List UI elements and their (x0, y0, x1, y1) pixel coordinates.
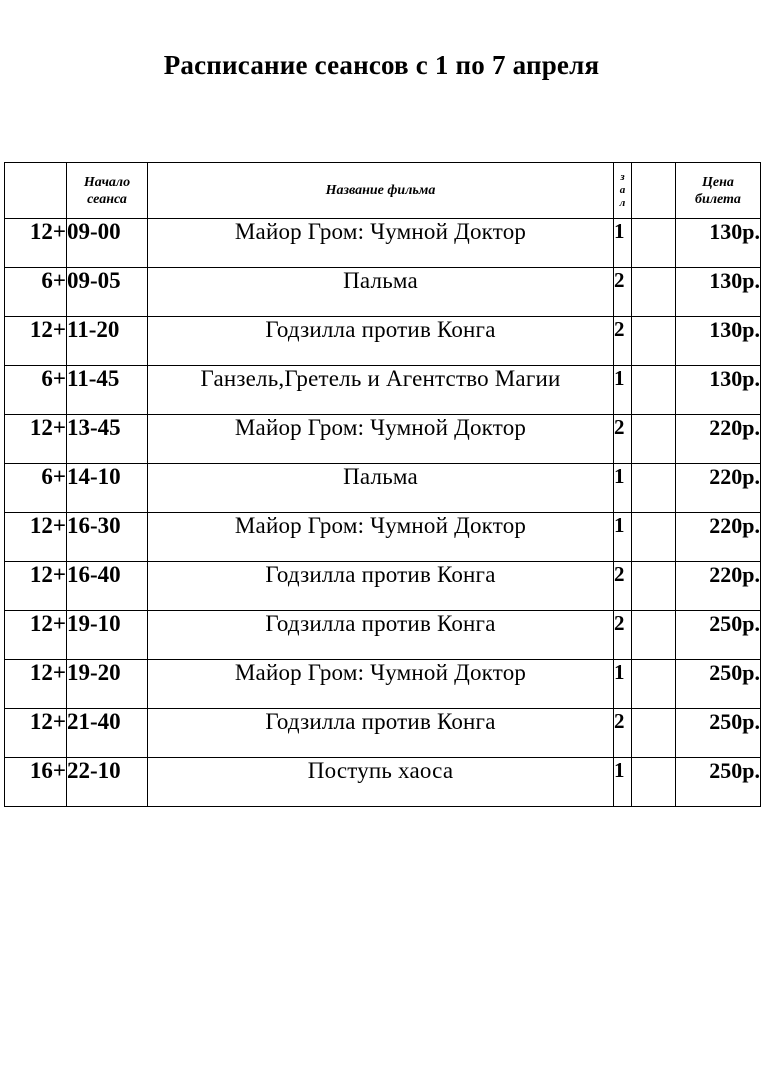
ticket-price-cell: 220р. (676, 562, 761, 611)
film-title-cell: Годзилла против Конга (148, 317, 614, 366)
ticket-price-cell: 130р. (676, 317, 761, 366)
start-time-cell: 09-00 (67, 219, 148, 268)
page-title: Расписание сеансов с 1 по 7 апреля (163, 50, 600, 80)
empty-cell (632, 611, 676, 660)
film-title-cell: Майор Гром: Чумной Доктор (148, 513, 614, 562)
hall-number-cell: 2 (614, 415, 632, 464)
empty-cell (632, 513, 676, 562)
empty-cell (632, 268, 676, 317)
age-rating-cell: 12+ (5, 660, 67, 709)
age-rating-cell: 12+ (5, 513, 67, 562)
hall-number-cell: 2 (614, 611, 632, 660)
table-row (5, 317, 761, 366)
empty-cell (632, 758, 676, 807)
hall-number-cell: 1 (614, 366, 632, 415)
ticket-price-cell: 130р. (676, 219, 761, 268)
table-row (5, 562, 761, 611)
film-title-cell: Майор Гром: Чумной Доктор (148, 415, 614, 464)
ticket-price-cell: 130р. (676, 268, 761, 317)
film-title-cell: Годзилла против Конга (148, 709, 614, 758)
ticket-price-cell: 220р. (676, 415, 761, 464)
hall-number-cell: 1 (614, 660, 632, 709)
table-row (5, 464, 761, 513)
film-title-cell: Годзилла против Конга (148, 562, 614, 611)
table-row (5, 366, 761, 415)
start-time-cell: 13-45 (67, 415, 148, 464)
empty-cell (632, 464, 676, 513)
empty-cell (632, 317, 676, 366)
age-rating-cell: 12+ (5, 709, 67, 758)
hall-number-cell: 2 (614, 562, 632, 611)
header-price-line2: билета (695, 191, 741, 207)
table-row (5, 513, 761, 562)
start-time-cell: 11-20 (67, 317, 148, 366)
header-age (5, 163, 67, 219)
ticket-price-cell: 250р. (676, 709, 761, 758)
age-rating-cell: 6+ (5, 366, 67, 415)
age-rating-cell: 6+ (5, 268, 67, 317)
film-title-cell: Поступь хаоса (148, 758, 614, 807)
ticket-price-cell: 130р. (676, 366, 761, 415)
hall-number-cell: 1 (614, 758, 632, 807)
hall-number-cell: 2 (614, 317, 632, 366)
hall-number-cell: 1 (614, 219, 632, 268)
header-start-line2: сеанса (87, 191, 127, 207)
table-row (5, 415, 761, 464)
age-rating-cell: 16+ (5, 758, 67, 807)
age-rating-cell: 12+ (5, 219, 67, 268)
start-time-cell: 19-20 (67, 660, 148, 709)
table-row (5, 660, 761, 709)
age-rating-cell: 12+ (5, 317, 67, 366)
empty-cell (632, 415, 676, 464)
header-hall (614, 163, 632, 219)
header-empty (632, 163, 676, 219)
hall-number-cell: 2 (614, 709, 632, 758)
start-time-cell: 21-40 (67, 709, 148, 758)
start-time-cell: 09-05 (67, 268, 148, 317)
schedule-table (4, 162, 761, 807)
table-row (5, 709, 761, 758)
table-row (5, 611, 761, 660)
film-title-cell: Пальма (148, 464, 614, 513)
table-row (5, 758, 761, 807)
hall-number-cell: 2 (614, 268, 632, 317)
start-time-cell: 11-45 (67, 366, 148, 415)
ticket-price-cell: 250р. (676, 758, 761, 807)
film-title-cell: Ганзель,Гретель и Агентство Магии (148, 366, 614, 415)
start-time-cell: 14-10 (67, 464, 148, 513)
start-time-cell: 19-10 (67, 611, 148, 660)
film-title-cell: Майор Гром: Чумной Доктор (148, 219, 614, 268)
hall-number-cell: 1 (614, 513, 632, 562)
header-hall-letter: з (620, 171, 625, 183)
age-rating-cell: 12+ (5, 562, 67, 611)
header-start-line1: Начало (83, 174, 131, 190)
hall-number-cell: 1 (614, 464, 632, 513)
empty-cell (632, 562, 676, 611)
ticket-price-cell: 220р. (676, 513, 761, 562)
table-row (5, 268, 761, 317)
start-time-cell: 16-30 (67, 513, 148, 562)
header-hall-letter: л (619, 197, 626, 209)
empty-cell (632, 709, 676, 758)
start-time-cell: 16-40 (67, 562, 148, 611)
film-title-cell: Годзилла против Конга (148, 611, 614, 660)
header-price-line1: Цена (702, 174, 734, 190)
film-title-cell: Пальма (148, 268, 614, 317)
header-price (676, 163, 761, 219)
ticket-price-cell: 250р. (676, 611, 761, 660)
header-hall-letter: а (619, 184, 626, 196)
ticket-price-cell: 250р. (676, 660, 761, 709)
empty-cell (632, 219, 676, 268)
ticket-price-cell: 220р. (676, 464, 761, 513)
age-rating-cell: 12+ (5, 611, 67, 660)
age-rating-cell: 6+ (5, 464, 67, 513)
header-film: Название фильма (148, 163, 614, 219)
header-start-time (67, 163, 148, 219)
age-rating-cell: 12+ (5, 415, 67, 464)
table-row (5, 219, 761, 268)
empty-cell (632, 660, 676, 709)
empty-cell (632, 366, 676, 415)
table-header-row (5, 163, 761, 219)
start-time-cell: 22-10 (67, 758, 148, 807)
film-title-cell: Майор Гром: Чумной Доктор (148, 660, 614, 709)
